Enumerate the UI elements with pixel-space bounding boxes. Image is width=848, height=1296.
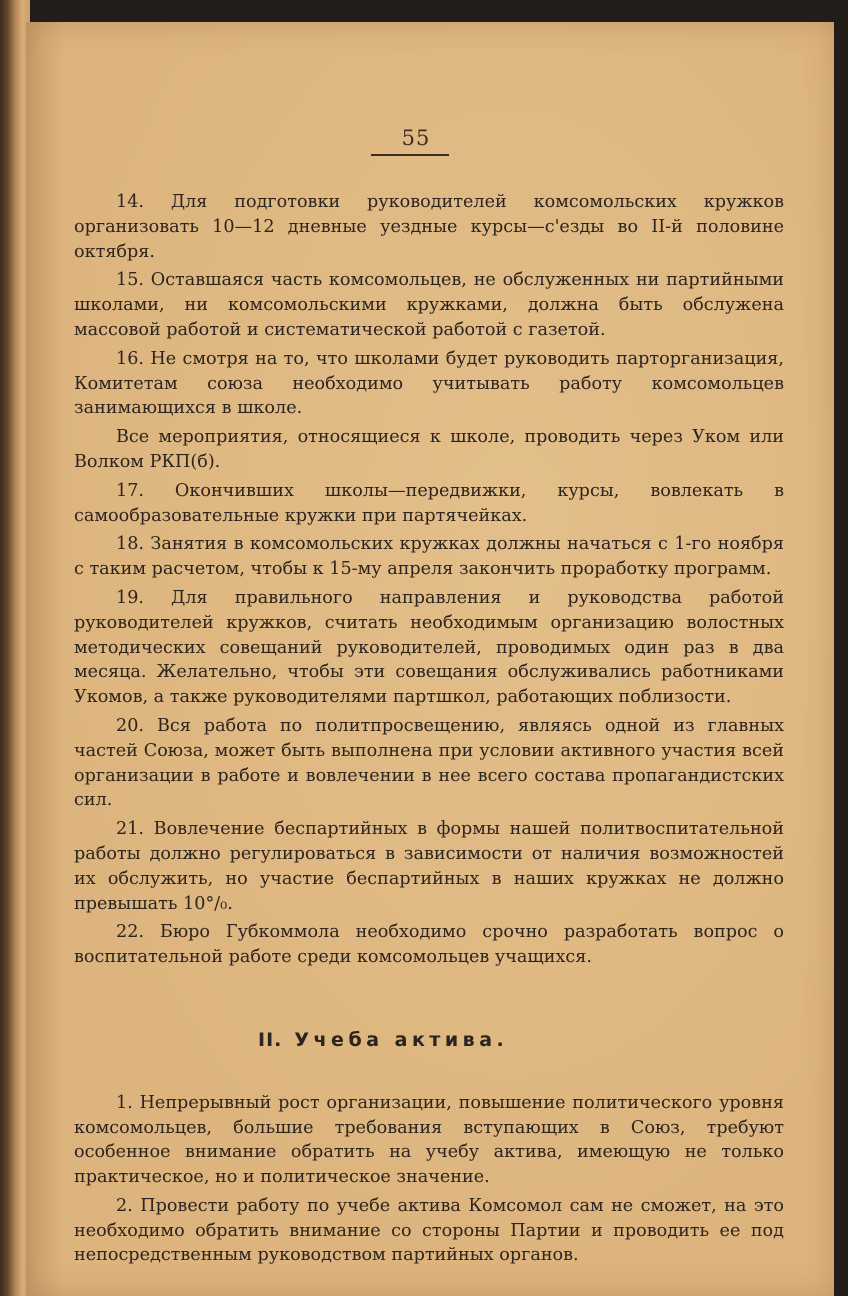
section-heading <box>74 1028 784 1053</box>
section-title: Учеба актива. <box>294 1028 509 1051</box>
paragraph-22: 22. Бюро Губкоммола необходимо срочно разработать вопрос о воспитательной работе среди комсомольцев учащихся. <box>74 922 784 968</box>
paragraph-21: 21. Вовлечение беспартийных в формы нашей политвоспитательной работы должно регулироваться в зависимости от наличия возможностей их обслужить, но участие беспартийных в наших кружках не должно превышать 10°/₀. <box>74 819 784 914</box>
paragraph-18: 18. Занятия в комсомольских кружках должны начаться с 1-го ноября с таким расчетом, чтобы к 15-му апреля закончить проработку программ. <box>74 534 784 580</box>
paragraph-17: 17. Окончивших школы—передвижки, курсы, вовлекать в самообразовательные кружки при партячейках. <box>74 480 784 526</box>
paragraph-20: 20. Вся работа по политпросвещению, являясь одной из главных частей Союза, может быть выполнена при условии активного участия всей организации в работе и вовлечении в нее всего состава пропагандистских сил. <box>74 715 784 811</box>
paragraph-16: 16. Не смотря на то, что школами будет руководить парторганизация, Комитетам союза необходимо учитывать работу комсомольцев занимающихся в школе. <box>74 348 784 419</box>
section-paragraph-1: 1. Непрерывный рост организации, повышение политического уровня комсомольцев, большие требования вступающих в Союз, требуют особенное внимание обратить на учебу актива, имеющую не только практическое, но и политическое значение. <box>74 1092 784 1188</box>
page-number-underline <box>371 154 449 156</box>
page-number: 55 <box>401 126 431 150</box>
page-body <box>74 190 784 1272</box>
paragraph-16-note: Все мероприятия, относящиеся к школе, проводить через Уком или Волком РКП(б). <box>74 427 784 472</box>
book-page <box>26 22 834 1296</box>
section-number: II. <box>258 1028 283 1051</box>
paragraph-15: 15. Оставшаяся часть комсомольцев, не обслуженных ни партийными школами, ни комсомольскими кружками, должна быть обслужена массовой работой и систематической работой с газетой. <box>74 270 784 340</box>
paragraph-14: 14. Для подготовки руководителей комсомольских кружков организовать 10—12 дневные уездные курсы—с'езды во II-й половине октября. <box>74 192 784 262</box>
paragraph-19: 19. Для правильного направления и руководства работой руководителей кружков, считать необходимым организацию волостных методических совещаний руководителей, проводимых один раз в два месяца. Желательно, чтобы эти совещания обслуживались работниками Укомов, а также руководителями партшкол, работающих поблизости. <box>74 587 784 708</box>
section-paragraph-2: 2. Провести работу по учебе актива Комсомол сам не сможет, на это необходимо обратить внимание со стороны Партии и проводить ее под непосредственным руководством партийных органов. <box>74 1195 784 1266</box>
